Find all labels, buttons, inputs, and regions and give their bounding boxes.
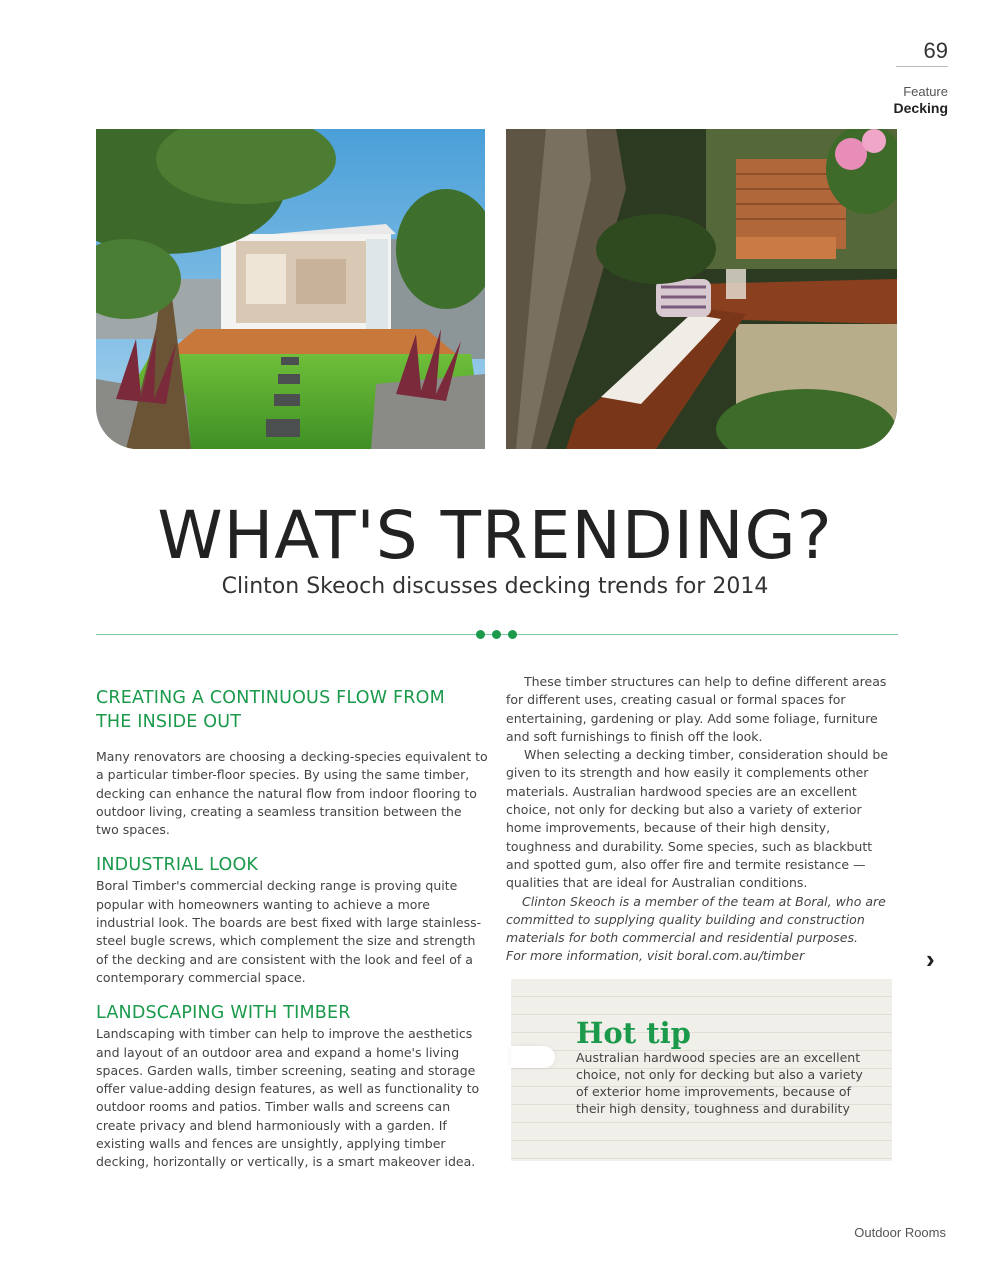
section-name: Feature <box>903 84 948 99</box>
body-paragraph: When selecting a decking timber, consideration should be given to its strength and how easily it complements other materials. Australian hardwood species are an excellent choice, not only for decking but also a variety of exterior home improvements, because of their high density, toughness and durability. Some species, such as blackbutt and spotted gum, also offer fire and termite resistance — qualities that are ideal for Australian conditions. <box>506 747 889 891</box>
divider-dot <box>476 630 485 639</box>
section-body: Landscaping with timber can help to improve the aesthetics and layout of an outdoor area and expand a home's living spaces. Garden walls, timber screening, seating and storage offer value-adding design features, as well as functionality to outdoor rooms and patios. Timber walls and screens can create privacy and blend harmoniously with a garden. If existing walls and fences are unsightly, applying timber decking, horizontally or vertically, is a smart makeover idea. <box>96 1026 480 1170</box>
page-number: 69 <box>923 38 948 63</box>
divider-dot <box>492 630 501 639</box>
heading-line: CREATING A CONTINUOUS FLOW FROM <box>96 688 445 708</box>
section-body: Many renovators are choosing a decking-species equivalent to a particular timber-floor species. By using the same timber, decking can enhance the natural flow from indoor flooring to outdoor living, creating a seamless transition between the two spaces. <box>96 749 488 838</box>
section-label <box>894 84 948 116</box>
left-column <box>96 686 488 1172</box>
chevron-right-icon[interactable]: › <box>926 944 935 974</box>
page-number-underline <box>896 66 948 67</box>
section-heading-industrial-look: INDUSTRIAL LOOK <box>96 855 259 876</box>
publication-name: Outdoor Rooms <box>854 1225 946 1240</box>
author-bio: Clinton Skeoch is a member of the team at Boral, who are committed to supplying quality building and construction materials for both commercial and residential purposes. <box>506 893 886 946</box>
section-heading-landscaping: LANDSCAPING WITH TIMBER <box>96 1003 351 1024</box>
paint-dab-decoration <box>511 1046 555 1068</box>
subsection-name: Decking <box>893 100 948 116</box>
body-paragraph: These timber structures can help to define different areas for different uses, creating casual or formal spaces for entertaining, gardening or play. Add some foliage, furniture and soft furnishings to finish off the look. <box>506 674 887 744</box>
photo-timber-bench <box>506 129 897 449</box>
section-heading-continuous-flow <box>96 686 488 734</box>
photo-house-garden <box>96 129 485 449</box>
section-body: Boral Timber's commercial decking range is proving quite popular with homeowners wanting to achieve a more industrial look. The boards are best fixed with large stainless-steel bugle screws, which complement the size and strength of the decking and are consistent with the look and feel of a contemporary commercial space. <box>96 878 482 985</box>
divider-dot <box>508 630 517 639</box>
article-title: WHAT'S TRENDING? <box>157 497 833 574</box>
right-column <box>506 673 898 966</box>
hot-tip-title: Hot tip <box>576 1016 691 1050</box>
more-info-link[interactable]: For more information, visit boral.com.au/timber <box>506 948 805 964</box>
hot-tip-text: Australian hardwood species are an excellent choice, not only for decking but also a variety of exterior home improvements, because of their high density, toughness and durability <box>576 1050 863 1116</box>
heading-line: THE INSIDE OUT <box>96 712 242 732</box>
divider-dots <box>476 630 517 639</box>
article-subtitle: Clinton Skeoch discusses decking trends for 2014 <box>221 574 769 599</box>
